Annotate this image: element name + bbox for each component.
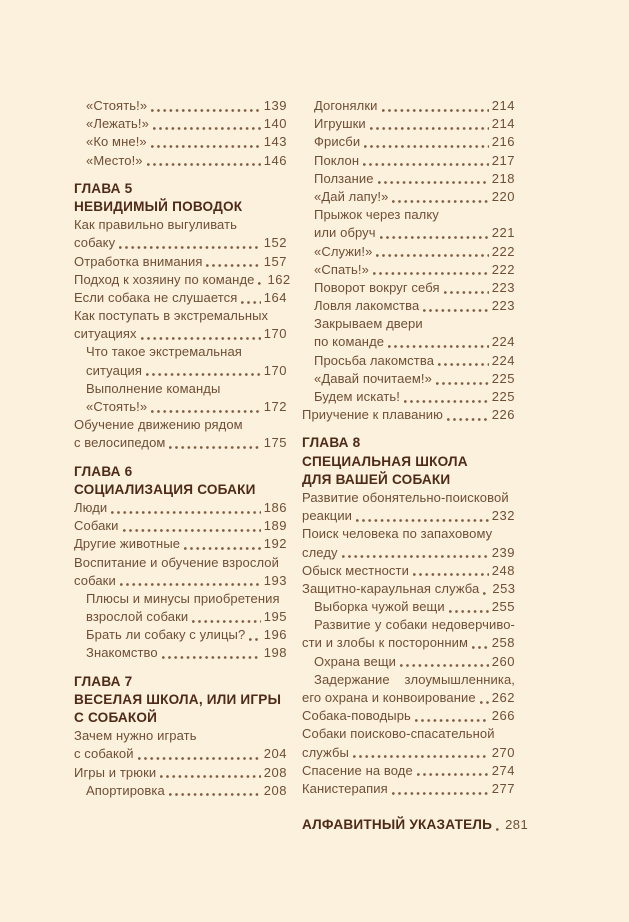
toc-entry	[74, 152, 287, 170]
toc-entry-page-number: 239	[491, 544, 515, 560]
toc-entry	[302, 471, 515, 489]
dot-leader	[184, 547, 261, 550]
toc-entry-title: Собаки	[74, 518, 119, 534]
toc-entry	[302, 315, 515, 333]
toc-entry-title: Поиск человека по запаховому	[302, 526, 493, 542]
dot-leader	[141, 337, 261, 340]
toc-entry-title: его охрана и конвоирование	[302, 690, 476, 705]
toc-entry-title: «Стоять!»	[86, 399, 148, 414]
toc-entry-page-number: 193	[263, 572, 287, 588]
toc-entry-page-number: 208	[263, 764, 287, 780]
toc-entry-title: НЕВИДИМЫЙ ПОВОДОК	[74, 198, 243, 214]
toc-entry-title: Канистерапия	[302, 780, 388, 796]
toc-entry	[302, 544, 515, 562]
dot-leader	[392, 792, 489, 795]
toc-entry	[74, 517, 287, 535]
toc-entry-title: Отработка внимания	[74, 253, 203, 269]
toc-entry-page-number: 260	[491, 653, 515, 669]
toc-entry-title: Собаки поисково-спасательной	[302, 726, 495, 742]
dot-leader	[151, 410, 261, 413]
dot-leader	[169, 446, 260, 449]
toc-entry	[302, 689, 515, 707]
toc-entry-title: Знакомство	[86, 645, 158, 661]
toc-entry-page-number: 216	[491, 134, 515, 150]
toc-entry-page-number: 217	[491, 152, 515, 168]
toc-entry-title: «Стоять!»	[86, 98, 148, 113]
dot-leader	[120, 583, 261, 586]
dot-leader	[378, 181, 489, 184]
toc-entry-title: Воспитание и обучение взрослой	[74, 554, 279, 570]
dot-leader	[146, 373, 261, 376]
dot-leader	[123, 529, 261, 532]
dot-leader	[438, 363, 489, 366]
dot-leader	[363, 163, 489, 166]
toc-entry-title: службы	[302, 744, 349, 760]
toc-entry-page-number: 195	[263, 609, 287, 625]
toc-entry-page-number: 274	[491, 762, 515, 778]
dot-leader	[373, 272, 489, 275]
dot-leader	[392, 200, 488, 203]
toc-entry-title: Ловля лакомства	[314, 298, 420, 314]
dot-leader	[400, 664, 489, 667]
toc-entry-page-number: 281	[505, 817, 529, 833]
toc-entry	[302, 188, 515, 206]
toc-entry-title: «Служи!»	[314, 243, 373, 259]
toc-entry-title: Обыск местности	[302, 562, 409, 578]
toc-entry	[302, 434, 515, 452]
dot-leader	[342, 555, 489, 558]
toc-entry-page-number: 198	[263, 645, 287, 661]
toc-entry-title: Спасение на воде	[302, 762, 413, 778]
toc-entry	[302, 97, 515, 115]
toc-entry	[74, 709, 287, 727]
dot-leader	[192, 620, 261, 623]
toc-entry	[74, 554, 287, 572]
toc-entry-page-number: 214	[491, 116, 515, 132]
toc-entry	[302, 816, 529, 834]
toc-entry	[302, 243, 515, 261]
toc-entry-title: следу	[302, 544, 338, 560]
toc-entry	[302, 352, 515, 370]
dot-leader	[153, 127, 261, 130]
dot-leader	[496, 828, 502, 831]
toc-entry-title: Люди	[74, 499, 108, 515]
toc-entry-page-number: 157	[263, 253, 287, 269]
toc-entry-title: Выполнение команды	[86, 380, 221, 396]
toc-entry-title: Ползание	[314, 170, 374, 186]
toc-entry-page-number: 222	[491, 261, 515, 277]
dot-leader	[160, 775, 261, 778]
dot-leader	[151, 109, 261, 112]
toc-entry	[302, 762, 515, 780]
toc-entry-page-number: 175	[263, 435, 287, 451]
toc-entry	[302, 333, 515, 351]
toc-entry-title: Поклон	[314, 152, 360, 168]
toc-entry	[74, 115, 287, 133]
dot-leader	[388, 345, 489, 348]
toc-entry	[302, 279, 515, 297]
toc-entry-title: взрослой собаки	[86, 609, 189, 625]
toc-entry-title: реакции	[302, 508, 353, 524]
dot-leader	[249, 638, 261, 641]
toc-entry	[302, 562, 515, 580]
toc-entry-title: собаку	[74, 235, 116, 251]
toc-entry-page-number: 189	[263, 518, 287, 534]
toc-entry-page-number: 222	[491, 243, 515, 259]
toc-entry-title: Обучение движению рядом	[74, 417, 243, 433]
toc-entry-title: Прыжок через палку	[314, 207, 439, 223]
toc-entry-title: или обруч	[314, 225, 376, 241]
toc-entry-title: с велосипедом	[74, 435, 166, 451]
toc-entry-page-number: 258	[491, 635, 515, 651]
dot-leader	[370, 127, 489, 130]
toc-entry	[302, 206, 515, 224]
toc-entry-page-number: 232	[491, 508, 515, 524]
toc-entry	[74, 416, 287, 434]
toc-entry	[302, 133, 515, 151]
toc-entry	[302, 616, 515, 634]
toc-entry-title: Приучение к плаванию	[302, 407, 443, 423]
dot-leader	[413, 573, 489, 576]
dot-leader	[206, 264, 260, 267]
toc-entry-page-number: 277	[491, 780, 515, 796]
toc-entry-title: «Давай почитаем!»	[314, 370, 432, 386]
toc-entry-title: «Ко мне!»	[86, 134, 147, 150]
dot-leader	[415, 719, 489, 722]
toc-entry-page-number: 214	[491, 98, 515, 113]
toc-entry-title: Игрушки	[314, 116, 366, 132]
toc-entry-page-number: 208	[263, 782, 287, 798]
toc-entry-page-number: 170	[263, 326, 287, 342]
toc-entry-title: Как поступать в экстремальных	[74, 308, 269, 324]
toc-entry	[302, 115, 515, 133]
toc-entry	[302, 224, 515, 242]
dot-leader	[417, 773, 489, 776]
toc-entry-title: Поворот вокруг себя	[314, 279, 440, 295]
toc-entry	[302, 297, 515, 315]
dot-leader	[241, 301, 260, 304]
toc-entry	[74, 180, 287, 198]
toc-entry	[74, 481, 287, 499]
toc-entry	[74, 198, 287, 216]
dot-leader	[449, 610, 489, 613]
dot-leader	[119, 246, 261, 249]
toc-entry	[302, 388, 515, 406]
toc-entry	[74, 673, 287, 691]
toc-entry-title: Игры и трюки	[74, 764, 157, 780]
toc-entry-title: ситуациях	[74, 326, 137, 342]
toc-entry-page-number: 262	[491, 690, 515, 705]
toc-entry-page-number: 192	[263, 536, 287, 552]
toc-entry	[302, 261, 515, 279]
toc-entry-title: ВЕСЕЛАЯ ШКОЛА, ИЛИ ИГРЫ	[74, 691, 282, 707]
toc-entry	[74, 434, 287, 452]
toc-entry	[74, 398, 287, 416]
toc-entry-page-number: 140	[263, 116, 287, 132]
dot-leader	[483, 592, 489, 595]
toc-entry	[74, 727, 287, 745]
toc-entry-title: ГЛАВА 7	[74, 673, 133, 689]
toc-entry	[302, 671, 515, 689]
toc-entry-title: Собака-поводырь	[302, 708, 411, 724]
toc-entry	[74, 271, 291, 289]
toc-entry	[302, 370, 515, 388]
dot-leader	[138, 757, 261, 760]
toc-entry	[74, 590, 287, 608]
dot-leader	[111, 511, 261, 514]
toc-entry-page-number: 172	[263, 399, 287, 414]
toc-entry-title: Защитно-караульная служба	[302, 580, 480, 596]
dot-leader	[444, 291, 489, 294]
toc-entry	[74, 782, 287, 800]
toc-entry	[302, 406, 515, 424]
toc-entry-title: Будем искать!	[314, 389, 400, 404]
toc-entry-page-number: 162	[267, 271, 291, 287]
toc-entry-page-number: 270	[491, 744, 515, 760]
toc-entry	[302, 725, 515, 743]
dot-leader	[169, 793, 261, 796]
toc-entry	[74, 691, 287, 709]
toc-entry-title: Апортировка	[86, 782, 165, 798]
toc-entry-title: собаки	[74, 572, 116, 588]
toc-entry-page-number: 143	[263, 134, 287, 150]
toc-entry-title: Если собака не слушается	[74, 289, 238, 305]
toc-entry	[302, 152, 515, 170]
toc-entry	[302, 489, 515, 507]
toc-entry	[74, 216, 287, 234]
toc-entry	[74, 325, 287, 343]
toc-entry-page-number: 186	[263, 499, 287, 515]
toc-entry-title: Зачем нужно играть	[74, 728, 197, 744]
toc-entry-title: Охрана вещи	[314, 653, 396, 669]
toc-entry-title: ГЛАВА 8	[302, 435, 361, 451]
toc-entry-page-number: 139	[263, 98, 287, 113]
toc-entry-title: Фрисби	[314, 134, 361, 150]
dot-leader	[436, 382, 489, 385]
toc-entry	[74, 626, 287, 644]
toc-entry-title: «Дай лапу!»	[314, 188, 389, 204]
toc-entry-page-number: 266	[491, 708, 515, 724]
toc-entry	[302, 744, 515, 762]
toc-entry-page-number: 248	[491, 562, 515, 578]
toc-entry-title: ГЛАВА 5	[74, 180, 133, 196]
toc-entry-title: по команде	[314, 334, 385, 350]
dot-leader	[382, 109, 489, 112]
dot-leader	[364, 145, 489, 148]
toc-entry-title: СПЕЦИАЛЬНАЯ ШКОЛА	[302, 453, 468, 469]
toc-entry-title: ситуация	[86, 362, 142, 378]
toc-entry-title: «Лежать!»	[86, 116, 149, 132]
dot-leader	[356, 519, 489, 522]
toc-entry-title: Что такое экстремальная	[86, 344, 242, 360]
toc-entry-page-number: 253	[492, 580, 516, 596]
toc-entry-title: «Спать!»	[314, 261, 369, 277]
toc-entry-page-number: 152	[263, 235, 287, 251]
toc-entry	[74, 764, 287, 782]
toc-entry-page-number: 218	[491, 170, 515, 186]
toc-entry	[74, 289, 287, 307]
toc-entry-title: Просьба лакомства	[314, 352, 435, 368]
toc-entry	[74, 97, 287, 115]
toc-entry-title: Догонялки	[314, 98, 378, 113]
toc-entry	[74, 133, 287, 151]
toc-entry	[74, 463, 287, 481]
toc-entry-page-number: 204	[263, 746, 287, 762]
toc-entry	[302, 170, 515, 188]
toc-entry-title: Выборка чужой вещи	[314, 599, 445, 615]
toc-entry	[302, 598, 515, 616]
toc-entry	[302, 525, 515, 543]
toc-entry	[74, 572, 287, 590]
toc-entry	[302, 707, 515, 725]
toc-entry-page-number: 170	[263, 362, 287, 378]
dot-leader	[472, 646, 489, 649]
toc-entry-page-number: 226	[491, 407, 515, 423]
toc-entry-title: сти и злобы к посторонним	[302, 635, 469, 651]
toc-entry-title: АЛФАВИТНЫЙ УКАЗАТЕЛЬ	[302, 817, 493, 833]
dot-leader	[151, 145, 261, 148]
dot-leader	[404, 400, 489, 403]
toc-entry-title: «Место!»	[86, 152, 143, 168]
dot-leader	[147, 163, 261, 166]
toc-entry-page-number: 224	[491, 334, 515, 350]
dot-leader	[423, 309, 488, 312]
toc-entry-page-number: 164	[263, 289, 287, 305]
toc-entry-page-number: 225	[491, 370, 515, 386]
toc-entry	[302, 653, 515, 671]
toc-entry-page-number: 223	[491, 279, 515, 295]
toc-entry-title: Подход к хозяину по команде	[74, 271, 255, 287]
dot-leader	[380, 236, 489, 239]
toc-entry	[74, 499, 287, 517]
toc-entry-title: СОЦИАЛИЗАЦИЯ СОБАКИ	[74, 481, 256, 497]
dot-leader	[353, 755, 489, 758]
toc-entry	[302, 580, 515, 598]
toc-entry	[74, 535, 287, 553]
toc-entry	[302, 780, 515, 798]
toc-entry	[74, 608, 287, 626]
toc-entry-title: Другие животные	[74, 536, 181, 552]
toc-entry	[74, 343, 287, 361]
toc-entry-page-number: 223	[491, 298, 515, 314]
toc-column-left	[74, 97, 291, 800]
toc-entry	[302, 634, 515, 652]
toc-entry-page-number: 146	[263, 152, 287, 168]
dot-leader	[376, 254, 488, 257]
dot-leader	[480, 701, 489, 704]
dot-leader	[258, 282, 264, 285]
toc-entry-title: Плюсы и минусы приобретения	[86, 590, 280, 606]
toc-entry	[74, 745, 287, 763]
toc-entry	[74, 307, 287, 325]
toc-entry	[74, 253, 287, 271]
toc-entry	[74, 380, 287, 398]
toc-entry-title: Брать ли собаку с улицы?	[86, 627, 246, 643]
toc-entry-title: Развитие у собаки недоверчиво-	[314, 617, 515, 633]
toc-entry-title: С СОБАКОЙ	[74, 710, 158, 725]
toc-entry	[74, 234, 287, 252]
toc-entry-page-number: 220	[491, 188, 515, 204]
toc-entry-page-number: 225	[491, 389, 515, 404]
dot-leader	[447, 418, 489, 421]
toc-entry-title: Развитие обонятельно-поисковой	[302, 489, 509, 505]
toc-entry-page-number: 221	[491, 225, 515, 241]
toc-entry	[302, 507, 515, 525]
toc-entry-title: с собакой	[74, 746, 134, 762]
toc-entry	[302, 453, 515, 471]
toc-entry-title: Закрываем двери	[314, 316, 423, 332]
toc-entry-title: ГЛАВА 6	[74, 463, 133, 479]
toc-entry-page-number: 255	[491, 599, 515, 615]
toc-entry	[74, 362, 287, 380]
toc-column-right	[302, 97, 529, 834]
toc-entry-title: Как правильно выгуливать	[74, 217, 238, 233]
dot-leader	[162, 656, 261, 659]
toc-entry	[74, 644, 287, 662]
toc-entry-title: Задержание злоумышленника,	[314, 671, 515, 687]
toc-entry-title: ДЛЯ ВАШЕЙ СОБАКИ	[302, 471, 451, 487]
toc-entry-page-number: 224	[491, 352, 515, 368]
toc-entry-page-number: 196	[263, 627, 287, 643]
